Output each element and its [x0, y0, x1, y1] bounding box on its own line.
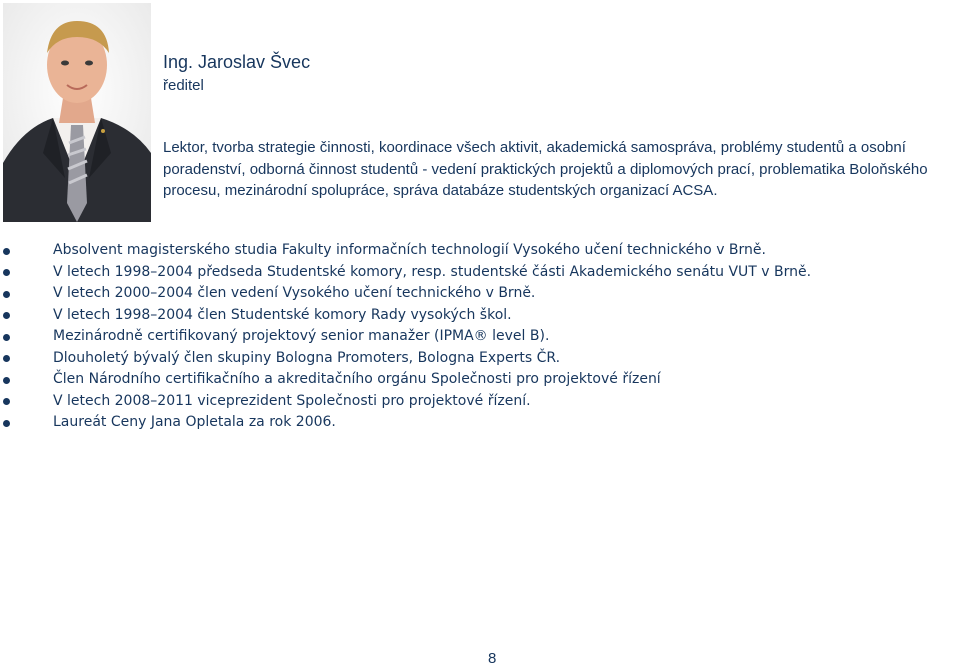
fact-text: V letech 1998–2004 předseda Studentské komory, resp. studentské části Akademického senátu VUT v Brně.	[53, 263, 812, 280]
bullet-icon	[3, 291, 10, 298]
portrait-photo	[3, 3, 151, 222]
description-line: poradenství, odborná činnost studentů - vedení praktických projektů a diplomových prací, problematika Boloňského	[163, 160, 928, 178]
fact-item	[0, 369, 811, 391]
fact-item	[0, 391, 811, 413]
fact-text: Člen Národního certifikačního a akreditačního orgánu Společnosti pro projektové řízení	[53, 371, 661, 387]
page-number: 8	[488, 650, 497, 667]
description-line: procesu, mezinárodní spolupráce, správa databáze studentských organizací ACSA.	[163, 182, 718, 199]
bullet-icon	[3, 334, 10, 341]
profile-name: Ing. Jaroslav Švec	[163, 52, 311, 72]
profile-role: ředitel	[163, 77, 204, 94]
portrait-illustration	[3, 3, 151, 222]
fact-item	[0, 348, 811, 370]
fact-text: V letech 2000–2004 člen vedení Vysokého učení technického v Brně.	[53, 285, 536, 301]
bullet-icon	[3, 377, 10, 384]
bullet-icon	[3, 269, 10, 276]
fact-text: Dlouholetý bývalý člen skupiny Bologna Promoters, Bologna Experts ČR.	[53, 349, 561, 366]
fact-item	[0, 326, 811, 348]
description-line: Lektor, tvorba strategie činnosti, koordinace všech aktivit, akademická samospráva, problémy studentů a osobní	[163, 139, 906, 156]
fact-item	[0, 305, 811, 327]
bullet-icon	[3, 420, 10, 427]
facts-list	[0, 240, 811, 434]
fact-text: V letech 2008–2011 viceprezident Společnosti pro projektové řízení.	[53, 392, 531, 409]
fact-text: Laureát Ceny Jana Opletala za rok 2006.	[53, 414, 336, 430]
bullet-icon	[3, 355, 10, 362]
bullet-icon	[3, 398, 10, 405]
fact-text: Absolvent magisterského studia Fakulty informačních technologií Vysokého učení technického v Brně.	[53, 242, 766, 258]
fact-text: Mezinárodně certifikovaný projektový senior manažer (IPMA® level B).	[53, 328, 550, 344]
fact-item	[0, 283, 811, 305]
profile-description	[163, 137, 958, 202]
fact-item	[0, 412, 811, 434]
bullet-icon	[3, 248, 10, 255]
bullet-icon	[3, 312, 10, 319]
fact-text: V letech 1998–2004 člen Studentské komory Rady vysokých škol.	[53, 306, 512, 323]
fact-item	[0, 262, 811, 284]
fact-item	[0, 240, 811, 262]
